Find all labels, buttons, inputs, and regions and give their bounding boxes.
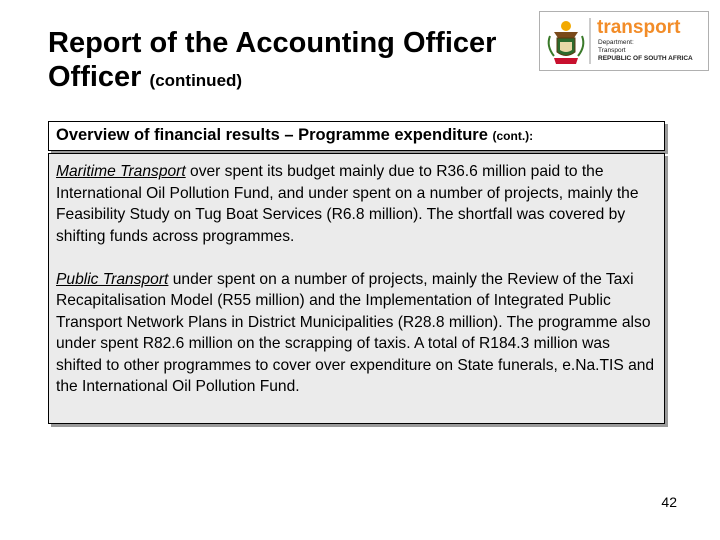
section-heading: Overview of financial results – Programme expenditure: [56, 126, 488, 144]
paragraph-text: under spent on a number of projects, mainly the Review of the Taxi Recapitalisation Model (R55 million) and the Implementation of Integrated Public Transport Network Plans in District Municipalities (R28.8 million). The programme also under spent R82.6 million on the scrapping of taxis. A total of R184.3 million was shifted to other programmes to cover over expenditure on State funerals, e.Na.TIS and the International Oil Pollution Fund.: [56, 270, 655, 395]
paragraph-lead: Public Transport: [56, 270, 169, 288]
paragraph-lead: Maritime Transport: [56, 163, 186, 180]
page-title: [48, 26, 496, 98]
title-suffix: (continued): [149, 71, 243, 90]
title-main: Report of the Accounting Officer: [48, 27, 497, 59]
logo-line2: Transport: [598, 47, 626, 54]
paragraph-maritime-transport: [56, 161, 658, 247]
department-logo: [539, 11, 709, 71]
paragraph-text: over spent its budget mainly due to R36.6 million paid to the International Oil Pollution Fund, and under spent on a number of projects, mainly the Feasibility Study on Tug Boat Services (R6.8 million). The shortfall was covered by shifting funds across programmes.: [56, 163, 639, 245]
section-heading-suffix: (cont.):: [492, 129, 534, 143]
content-box: [48, 153, 665, 424]
section-heading-box: [48, 121, 665, 151]
logo-line3: REPUBLIC OF SOUTH AFRICA: [598, 55, 693, 62]
page-number: 42: [661, 494, 677, 510]
title-continuation: Officer: [48, 61, 150, 93]
coat-of-arms-icon: [549, 21, 584, 64]
paragraph-public-transport: [56, 269, 658, 398]
logo-line1: Department:: [598, 39, 634, 46]
logo-wordmark: transport: [597, 17, 681, 38]
